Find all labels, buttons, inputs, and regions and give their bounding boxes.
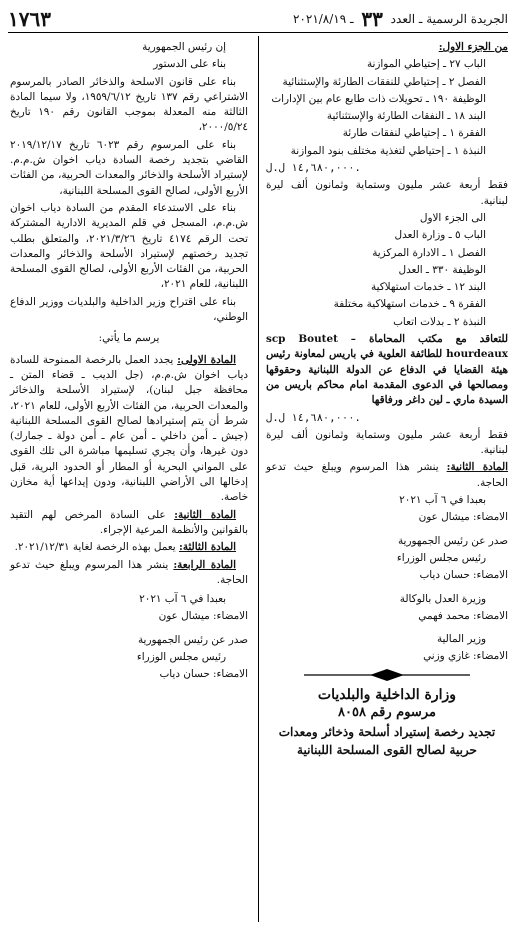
preamble: بناء على اقتراح وزير الداخلية والبلديات ووزير الدفاع الوطني، (10, 295, 248, 324)
decree-title: تجديد رخصة إستيراد أسلحة وذخائر ومعدات (278, 724, 496, 739)
budget-line: الفصل ٢ ـ إحتياطي للنفقات الطارئة والإستثنائية (282, 75, 486, 88)
article-three (10, 540, 248, 555)
amount-words: فقط أربعة عشر مليون وستماية وثمانون ألف ليرة لبنانية. (266, 428, 508, 457)
signature: الامضاء: محمد فهمي (418, 609, 508, 622)
preamble: بناء على المرسوم رقم ٦٠٢٣ تاريخ ٢٠١٩/١٢/١٧ القاضي بتجديد رخصة السادة دياب اخوان ش.م.م. لإستيراد الأسلحة والذخائر والمعدات الحربية، من الفئات الأربع الأولى، لصالح القوى المسلحة اللبنانية، (10, 138, 248, 197)
article-two (10, 508, 248, 539)
budget-line: الوظيفة ٣٣٠ ـ العدل (398, 263, 486, 276)
right-column (266, 40, 508, 759)
page-header (8, 6, 508, 33)
amount-figure: ١٤,٦٨٠,٠٠٠ ل.ل. (266, 411, 361, 424)
article-label: المادة الثانية: (446, 461, 509, 474)
decrees-line: يرسم ما يأتي: (98, 332, 160, 345)
budget-line: الوظيفة ١٩٠ ـ تحويلات ذات طابع عام بين الإدارات (271, 92, 486, 105)
gazette-title (293, 7, 508, 31)
separator-ornament-icon (266, 669, 508, 686)
preamble: بناء على الدستور (153, 58, 226, 71)
decree-title: حربية لصالح القوى المسلحة اللبنانية (297, 742, 477, 757)
from-heading: من الجزء الاول: (438, 41, 508, 53)
article-text: ينشر هذا المرسوم ويبلغ حيث تدعو الحاجة. (10, 558, 248, 586)
issue-number: ٣٣ (361, 7, 383, 31)
place-date: بعبدا في ٦ آب ٢٠٢١ (139, 593, 226, 606)
budget-line: النبذة ١ ـ إحتياطي لتغذية مختلف بنود الموازنة (290, 144, 486, 157)
signature: الامضاء: ميشال عون (158, 610, 248, 623)
article-label: المادة الثانية: (174, 508, 237, 521)
official-title: وزير المالية (436, 633, 486, 646)
preamble: بناء على الاستدعاء المقدم من السادة دياب اخوان ش.م.م، المسجل في قلم المديرية الادارية المشتركة تحت الرقم ٤١٧٤ تاريخ ٢٠٢١/٣/٢٦، والمتعلق بطلب تجديد رخصتهم لإستيراد الأسلحة والذخائر والمعدات الحربية، من الفئات الأربع الأولى، لصالح القوى المسلحة اللبنانية، للعام ٢٠٢١، (10, 201, 248, 291)
article-two (266, 460, 508, 491)
issued-by: صدر عن رئيس الجمهورية (397, 534, 508, 547)
budget-line: الفقرة ١ ـ إحتياطي لنفقات طارئة (342, 127, 486, 140)
page-number: ١٧٦٣ (8, 7, 51, 31)
article-text: يجدد العمل بالرخصة الممنوحة للسادة دياب اخوان ش.م.م، (جل الديب ـ قضاء المتن ـ محافظة جبل لبنان)، لإستيراد الأسلحة والذخائر والمعدات الحربية، من الفئات الأربع الأولى، للعام ٢٠٢١، شرط أن يتم إستيرادها لصالح القوى المسلحة اللبنانية (جيش ـ أمن داخلي ـ أمن عام ـ أمن دولة ـ جمارك) دون غيرها، وأن يجري تسليمها مباشرة الى تلك القوى على المواني البحرية أو المطار أو الحدود البرية، قبل إدخالها الى الأراضي اللبنانية، ودون إيداعها أية مخازن خاصة. (10, 353, 248, 504)
official-title: رئيس مجلس الوزراء (396, 551, 486, 564)
gazette-name: الجريدة الرسمية ـ العدد (390, 12, 508, 26)
issue-date: ـ ٢٠٢١/٨/١٩ (292, 12, 354, 26)
budget-line: البند ١٨ ـ النفقات الطارئة والإستثنائية (326, 110, 486, 123)
article-one (10, 353, 248, 506)
amount-figure: ١٤,٦٨٠,٠٠٠ ل.ل. (266, 162, 361, 175)
budget-line: الباب ٢٧ ـ إحتياطي الموازنة (366, 58, 486, 71)
official-title: رئيس مجلس الوزراء (136, 650, 226, 663)
article-text: على السادة المرخص لهم التقيد بالقوانين والأنظمة المرعية الإجراء. (10, 508, 248, 536)
official-title: وزيرة العدل بالوكالة (399, 592, 486, 605)
article-label: المادة الثالثة: (179, 541, 236, 554)
article-label: المادة الرابعة: (173, 558, 236, 571)
article-label: المادة الاولى: (177, 353, 236, 366)
decree-number: مرسوم رقم ٨٠٥٨ (338, 705, 436, 721)
ministry-heading: وزارة الداخلية والبلديات (317, 686, 457, 703)
signature: الامضاء: غازي وزني (423, 650, 508, 663)
budget-line: الفقرة ٩ ـ خدمات استهلاكية مختلفة (333, 298, 486, 311)
budget-line: الباب ٥ ـ وزارة العدل (394, 229, 486, 242)
preamble: إن رئيس الجمهورية (142, 41, 226, 53)
to-heading: الى الجزء الاول (419, 211, 486, 224)
column-divider (258, 36, 259, 922)
signature: الامضاء: حسان دياب (419, 569, 508, 582)
preamble: بناء على قانون الاسلحة والذخائر الصادر بالمرسوم الاشتراعي رقم ١٣٧ تاريخ ١٩٥٩/٦/١٢، ولا سيما المادة الثالثة منه المعدلة بموجب القانون رقم ١٩٠ تاريخ ٢٠٠٠/٥/٢٤، (10, 75, 248, 134)
issued-by: صدر عن رئيس الجمهورية (137, 633, 248, 646)
budget-line: النبذة ٢ ـ بدلات اتعاب (393, 315, 486, 328)
signature: الامضاء: حسان دياب (159, 668, 248, 681)
article-four (10, 558, 248, 589)
left-column (10, 40, 248, 685)
contract-text: للتعاقد مع مكتب المحاماة scp Boutet – hourdeaux للطائفة العلوية في باريس لمعاونة رئيس هيئة القضايا في الدفاع عن الدولة اللبنانية وحقوقها ومصالحها في الدعوى المقدمة امام محاكم باريس من السيدة ماري ـ لين داغر ورفاقها (266, 333, 508, 407)
amount-words: فقط أربعة عشر مليون وستماية وثمانون ألف ليرة لبنانية. (266, 179, 508, 207)
signature: الامضاء: ميشال عون (418, 511, 508, 524)
budget-line: البند ١٢ ـ خدمات استهلاكية (371, 281, 486, 294)
budget-line: الفصل ١ ـ الادارة المركزية (372, 246, 486, 259)
article-text: يعمل بهذه الرخصة لغاية ٢٠٢١/١٢/٣١. (14, 541, 176, 554)
place-date: بعبدا في ٦ آب ٢٠٢١ (399, 494, 486, 507)
article-text: ينشر هذا المرسوم ويبلغ حيث تدعو الحاجة. (266, 461, 508, 489)
